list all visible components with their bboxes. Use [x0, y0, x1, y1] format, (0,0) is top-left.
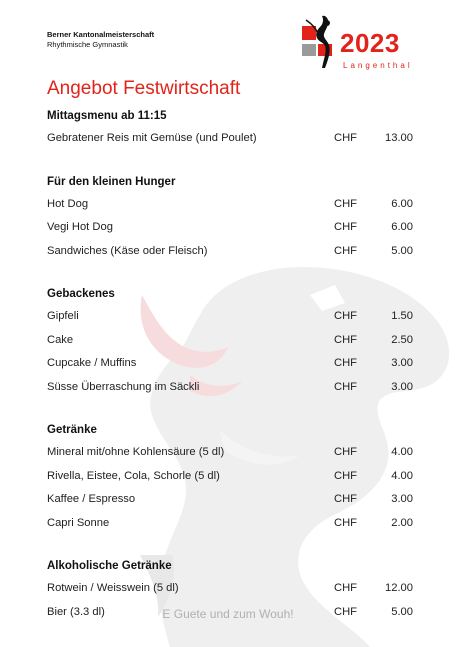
menu-item: [47, 381, 413, 405]
menu-section: [47, 424, 413, 540]
menu-item: [47, 334, 413, 358]
item-price: 2.50: [391, 333, 413, 346]
menu-item: [47, 446, 413, 470]
item-name: Gebratener Reis mit Gemüse (und Poulet): [47, 132, 257, 144]
logo-city: Langenthal: [343, 61, 413, 70]
section-heading: Für den kleinen Hunger: [47, 175, 176, 188]
item-currency: CHF: [334, 333, 357, 346]
section-heading: Alkoholische Getränke: [47, 560, 172, 572]
item-name: Cake: [47, 333, 74, 346]
logo-year: 2023: [340, 28, 400, 58]
menu-item: [47, 198, 413, 222]
item-currency: CHF: [334, 605, 357, 618]
organizer-line-2: Rhythmische Gymnastik: [47, 40, 128, 49]
item-name: Mineral mit/ohne Kohlensäure (5 dl): [47, 446, 225, 458]
menu-section: [47, 288, 413, 404]
menu-section: [47, 176, 413, 269]
item-currency: CHF: [334, 244, 357, 257]
section-heading: Mittagsmenu ab 11:15: [47, 110, 167, 122]
item-price: 2.00: [391, 516, 413, 529]
item-name: Rotwein / Weisswein (5 dl): [47, 582, 179, 594]
menu-item: [47, 132, 413, 156]
item-price: 6.00: [391, 197, 413, 210]
item-currency: CHF: [334, 469, 357, 482]
item-price: 13.00: [385, 132, 413, 144]
item-name: Vegi Hot Dog: [47, 221, 113, 233]
page-title: Angebot Festwirtschaft: [47, 78, 241, 99]
item-price: 3.00: [391, 357, 413, 369]
menu-list: [47, 110, 413, 629]
item-currency: CHF: [334, 357, 357, 369]
item-currency: CHF: [334, 132, 357, 144]
item-currency: CHF: [334, 446, 357, 458]
footer-text: E Guete und zum Wouh!: [162, 607, 294, 621]
menu-item: [47, 493, 413, 517]
menu-item: [47, 517, 413, 541]
item-price: 12.00: [385, 582, 413, 594]
item-price: 6.00: [391, 221, 413, 233]
organizer-line-1: Berner Kantonalmeisterschaft: [47, 30, 155, 39]
item-name: Sandwiches (Käse oder Fleisch): [47, 244, 208, 257]
item-price: 5.00: [391, 605, 413, 618]
item-currency: CHF: [334, 516, 357, 529]
gymnast-figure-icon: [300, 14, 338, 70]
menu-item: [47, 310, 413, 334]
menu-section: [47, 110, 413, 156]
item-name: Rivella, Eistee, Cola, Schorle (5 dl): [47, 469, 220, 482]
item-currency: CHF: [334, 310, 357, 322]
item-price: 4.00: [391, 469, 413, 482]
item-name: Kaffee / Espresso: [47, 493, 136, 505]
menu-item: [47, 582, 413, 606]
item-price: 3.00: [391, 380, 413, 393]
item-name: Cupcake / Muffins: [47, 357, 137, 369]
item-name: Bier (3.3 dl): [47, 605, 105, 618]
item-price: 4.00: [391, 446, 413, 458]
item-currency: CHF: [334, 197, 357, 210]
item-name: Süsse Überraschung im Säckli: [47, 380, 200, 393]
item-name: Gipfeli: [47, 310, 79, 322]
item-currency: CHF: [334, 493, 357, 505]
item-currency: CHF: [334, 582, 357, 594]
event-logo: [300, 14, 430, 76]
section-heading: Getränke: [47, 424, 97, 436]
item-currency: CHF: [334, 221, 357, 233]
item-price: 1.50: [391, 310, 413, 322]
menu-item: [47, 245, 413, 269]
item-name: Capri Sonne: [47, 516, 110, 529]
item-price: 5.00: [391, 244, 413, 257]
menu-item: [47, 470, 413, 494]
item-currency: CHF: [334, 380, 357, 393]
section-heading: Gebackenes: [47, 288, 115, 300]
item-price: 3.00: [391, 493, 413, 505]
menu-item: [47, 221, 413, 245]
menu-item: [47, 357, 413, 381]
item-name: Hot Dog: [47, 197, 89, 210]
organizer-block: [47, 30, 154, 50]
